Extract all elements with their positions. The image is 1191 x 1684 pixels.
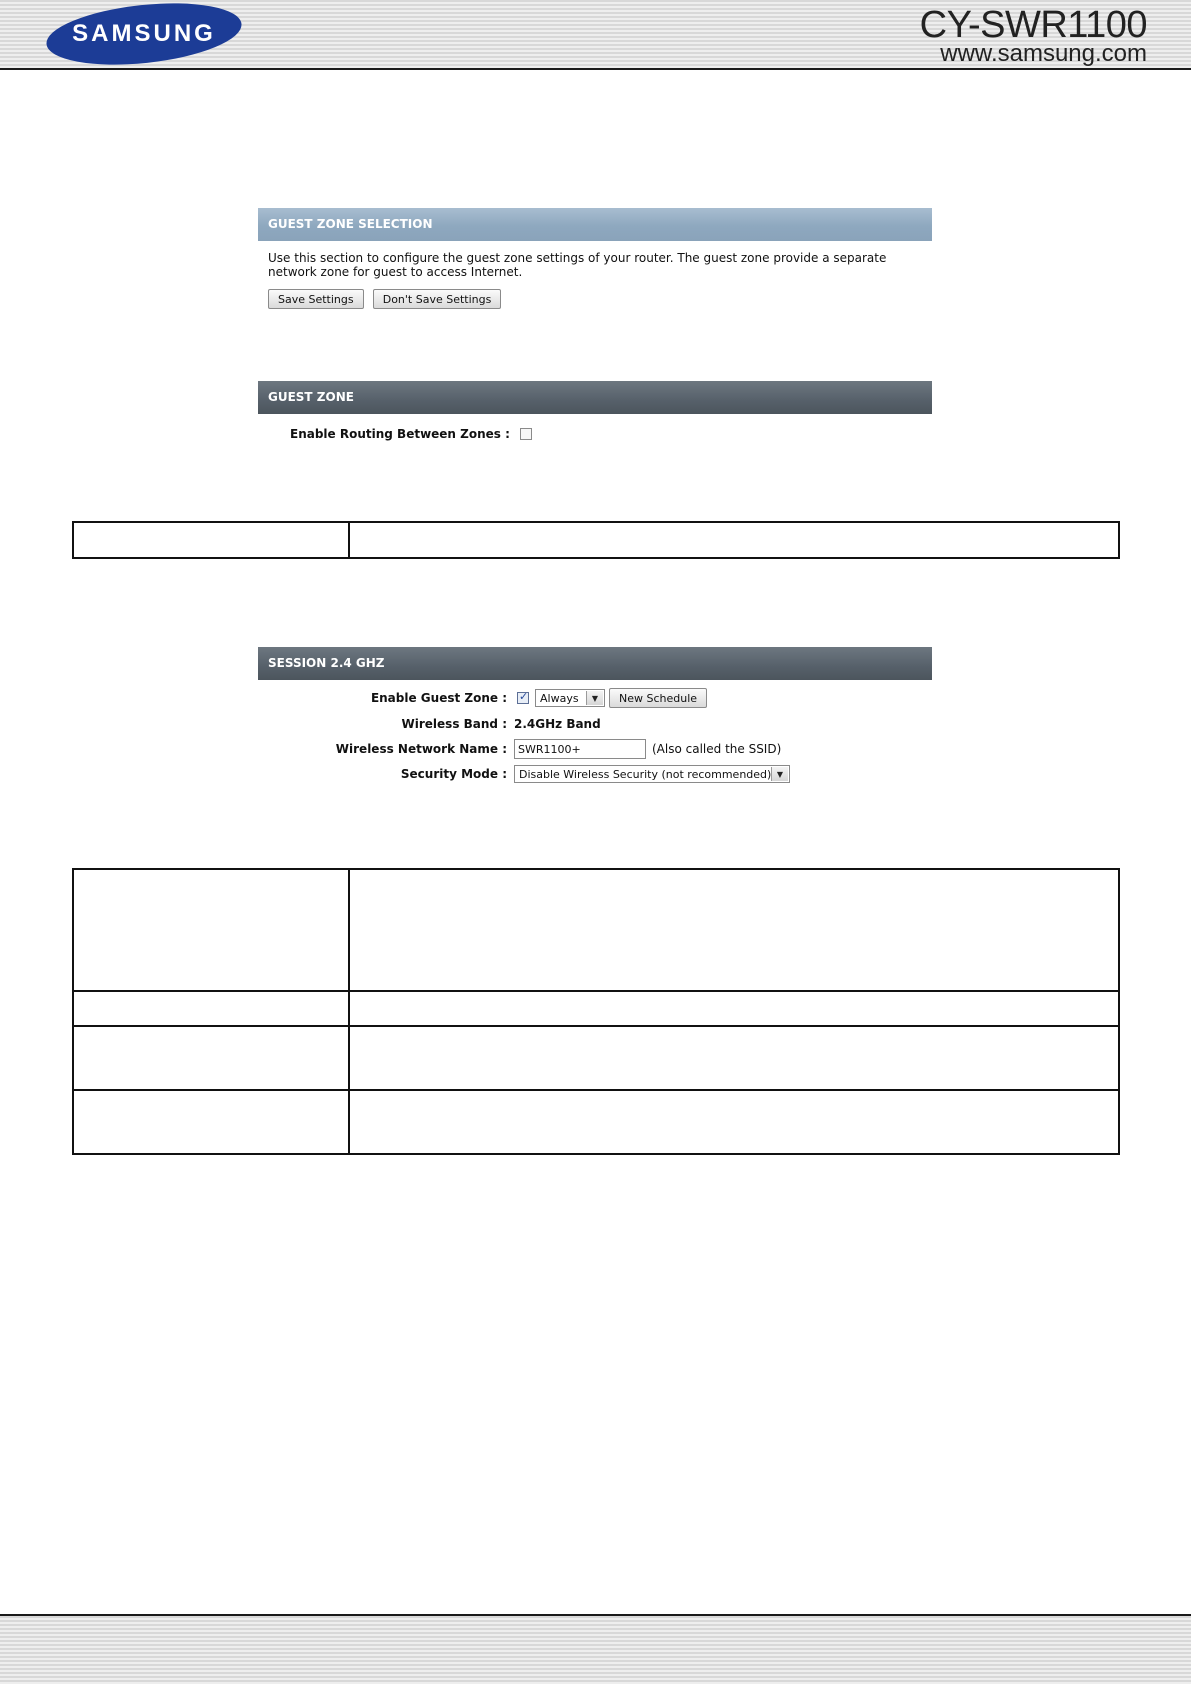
table-cell	[349, 522, 1119, 558]
table-cell	[349, 991, 1119, 1026]
routing-row	[290, 423, 532, 445]
table-cell	[349, 869, 1119, 991]
footer-band	[0, 1616, 1191, 1684]
table-cell	[349, 1026, 1119, 1090]
guest-zone-title: GUEST ZONE	[258, 381, 932, 414]
schedule-select[interactable]	[535, 689, 605, 707]
description-line-1: Use this section to configure the guest zone settings of your router. The guest zone provide a separate	[268, 251, 887, 265]
security-mode-select[interactable]	[514, 765, 790, 783]
chevron-down-icon: ▼	[586, 691, 603, 705]
table-row	[73, 991, 1119, 1026]
ssid-note: (Also called the SSID)	[652, 742, 782, 756]
dont-save-settings-button[interactable]: Don't Save Settings	[373, 289, 502, 309]
table-cell	[73, 1026, 349, 1090]
routing-checkbox[interactable]	[520, 428, 532, 440]
save-settings-button[interactable]: Save Settings	[268, 289, 364, 309]
new-schedule-button[interactable]: New Schedule	[609, 688, 707, 708]
description-line-2: network zone for guest to access Internet.	[268, 265, 523, 279]
description-table-1	[72, 521, 1120, 559]
enable-guest-zone-checkbox[interactable]	[517, 692, 529, 704]
samsung-logo	[44, 3, 244, 65]
guest-zone-selection-description	[258, 241, 932, 279]
chevron-down-icon: ▼	[771, 767, 788, 781]
table-cell	[349, 1090, 1119, 1154]
security-mode-label: Security Mode :	[400, 767, 507, 781]
enable-guest-zone-row	[258, 687, 932, 709]
model-name: CY-SWR1100	[919, 4, 1147, 46]
website-url: www.samsung.com	[940, 40, 1147, 67]
schedule-value: Always	[540, 691, 579, 705]
guest-zone-panel	[258, 381, 932, 471]
table-row	[73, 1026, 1119, 1090]
session-24ghz-panel	[258, 647, 932, 827]
table-cell	[73, 1090, 349, 1154]
wireless-network-name-input[interactable]: SWR1100+	[514, 739, 646, 759]
table-row	[73, 1090, 1119, 1154]
session-title: SESSION 2.4 GHZ	[258, 647, 932, 680]
table-row	[73, 869, 1119, 991]
wireless-band-row	[258, 713, 932, 735]
wireless-band-label: Wireless Band :	[401, 717, 507, 731]
wireless-network-name-row	[258, 738, 932, 760]
logo-text: SAMSUNG	[72, 20, 216, 47]
security-mode-row	[258, 763, 932, 785]
routing-label: Enable Routing Between Zones :	[290, 427, 510, 441]
header-rule	[0, 68, 1191, 70]
guest-zone-selection-panel	[258, 208, 932, 308]
enable-guest-zone-label: Enable Guest Zone :	[370, 691, 507, 705]
table-row	[73, 522, 1119, 558]
table-cell	[73, 869, 349, 991]
table-cell	[73, 991, 349, 1026]
action-buttons	[258, 279, 932, 309]
wireless-band-value: 2.4GHz Band	[514, 717, 601, 731]
security-mode-value: Disable Wireless Security (not recommended)	[519, 767, 772, 781]
table-cell	[73, 522, 349, 558]
wireless-network-name-label: Wireless Network Name :	[335, 742, 507, 756]
description-table-2	[72, 868, 1120, 1155]
guest-zone-selection-title: GUEST ZONE SELECTION	[258, 208, 932, 241]
